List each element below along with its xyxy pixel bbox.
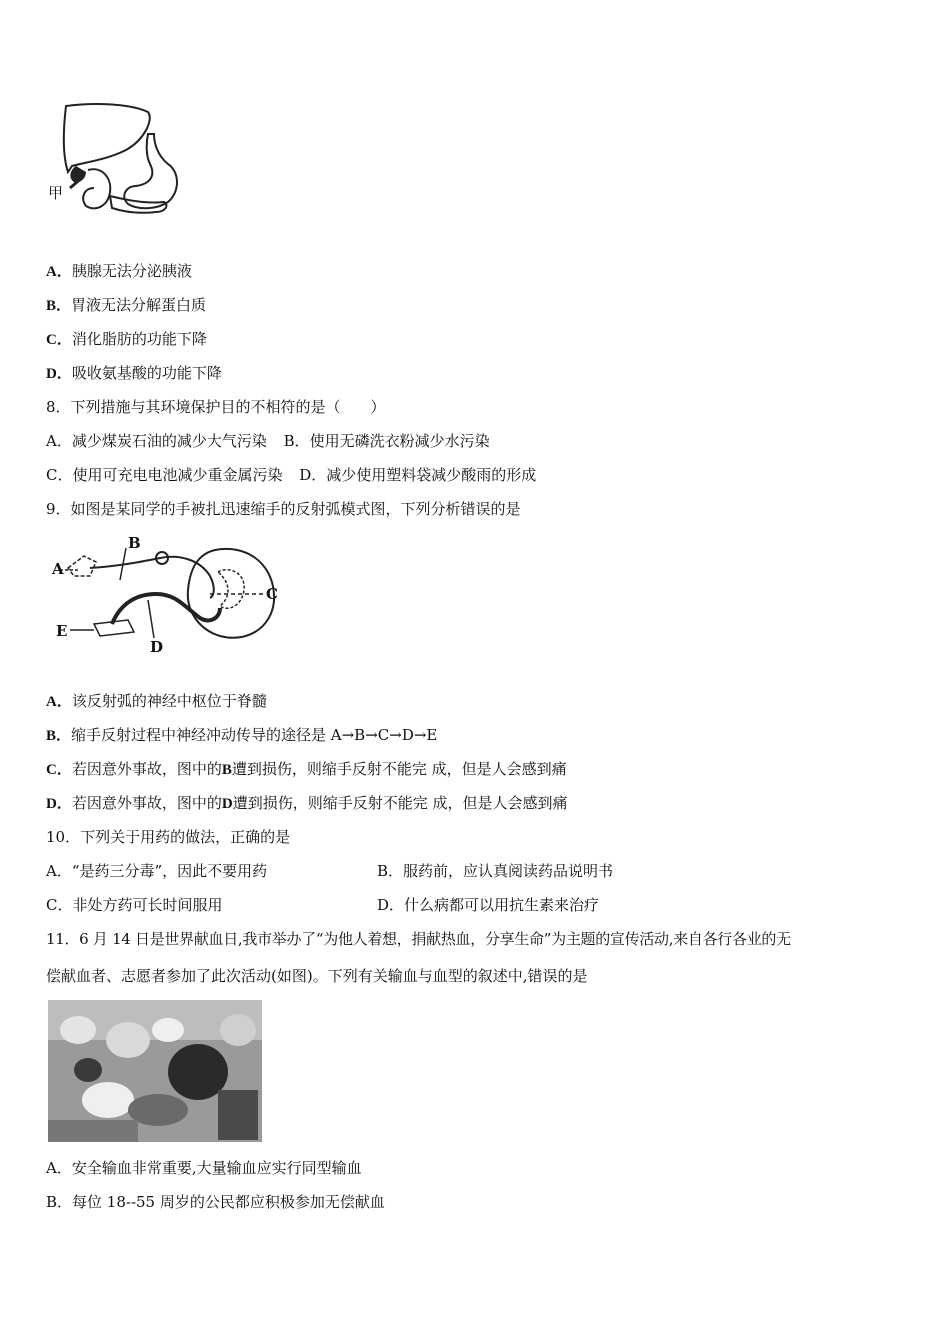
q8-option-c: C．使用可充电电池减少重金属污染 bbox=[46, 466, 283, 484]
q8-options-ab bbox=[46, 431, 490, 451]
blood-donation-photo bbox=[48, 1000, 262, 1142]
q11-stem-line2: 偿献血者、志愿者参加了此次活动(如图)。下列有关输血与血型的叙述中,错误的是 bbox=[46, 967, 588, 985]
q11-option-b: B．每位 18--55 周岁的公民都应积极参加无偿献血 bbox=[46, 1193, 385, 1211]
liver-outline bbox=[64, 104, 150, 172]
q7-option-b: B．胃液无法分解蛋白质 bbox=[46, 296, 207, 314]
reflex-arc-figure bbox=[50, 532, 290, 657]
q11-stem-line1: 11．6 月 14 日是世界献血日,我市举办了“为他人着想，捐献热血，分享生命”为主题的宣传活动,来自各行各业的无 bbox=[46, 930, 791, 948]
reflex-label-e: E bbox=[56, 622, 68, 640]
figure-label-jia: 甲 bbox=[48, 184, 64, 202]
gray-matter bbox=[218, 570, 244, 609]
digestive-system-figure bbox=[46, 100, 191, 225]
q9-stem: 9．如图是某同学的手被扎迅速缩手的反射弧模式图，下列分析错误的是 bbox=[46, 500, 521, 518]
q7-option-a: A．胰腺无法分泌胰液 bbox=[46, 262, 192, 280]
q10-stem: 10．下列关于用药的做法，正确的是 bbox=[46, 828, 291, 846]
q9-option-a: A．该反射弧的神经中枢位于脊髓 bbox=[46, 692, 267, 710]
reflex-label-d: D bbox=[150, 638, 164, 656]
reflex-label-b: B bbox=[128, 534, 141, 552]
q8-option-a: A．减少煤炭石油的减少大气污染 bbox=[46, 432, 267, 450]
q9-option-b: B．缩手反射过程中神经冲动传导的途径是 A→B→C→D→E bbox=[46, 726, 438, 744]
q11-option-a: A．安全输血非常重要,大量输血应实行同型输血 bbox=[46, 1159, 362, 1177]
q9-option-d: D．若因意外事故，图中的D遭到损伤，则缩手反射不能完 成，但是人会感到痛 bbox=[46, 794, 568, 812]
q7-option-d: D．吸收氨基酸的功能下降 bbox=[46, 364, 222, 382]
reflex-label-c: C bbox=[266, 585, 278, 603]
q10-option-c: C．非处方药可长时间服用 bbox=[46, 896, 223, 914]
q10-option-d: D．什么病都可以用抗生素来治疗 bbox=[377, 896, 600, 914]
sensory-neuron bbox=[90, 557, 214, 598]
receptor-hand bbox=[68, 556, 96, 576]
duodenum-outline bbox=[83, 169, 110, 208]
q10-option-a: A．“是药三分毒”，因此不要用药 bbox=[46, 862, 268, 880]
q10-option-b: B．服药前，应认真阅读药品说明书 bbox=[377, 862, 614, 880]
q8-option-d: D．减少使用塑料袋减少酸雨的形成 bbox=[299, 466, 537, 484]
effector-muscle bbox=[94, 620, 134, 636]
pancreas-outline bbox=[110, 196, 166, 213]
q9-option-c: C．若因意外事故，图中的B遭到损伤，则缩手反射不能完 成，但是人会感到痛 bbox=[46, 760, 567, 778]
q7-option-c: C．消化脂肪的功能下降 bbox=[46, 330, 207, 348]
q8-options-cd bbox=[46, 465, 536, 485]
q8-option-b: B．使用无磷洗衣粉减少水污染 bbox=[283, 432, 490, 450]
q8-stem: 8．下列措施与其环境保护目的不相符的是（ ） bbox=[46, 398, 386, 416]
reflex-label-a: A bbox=[52, 560, 64, 578]
